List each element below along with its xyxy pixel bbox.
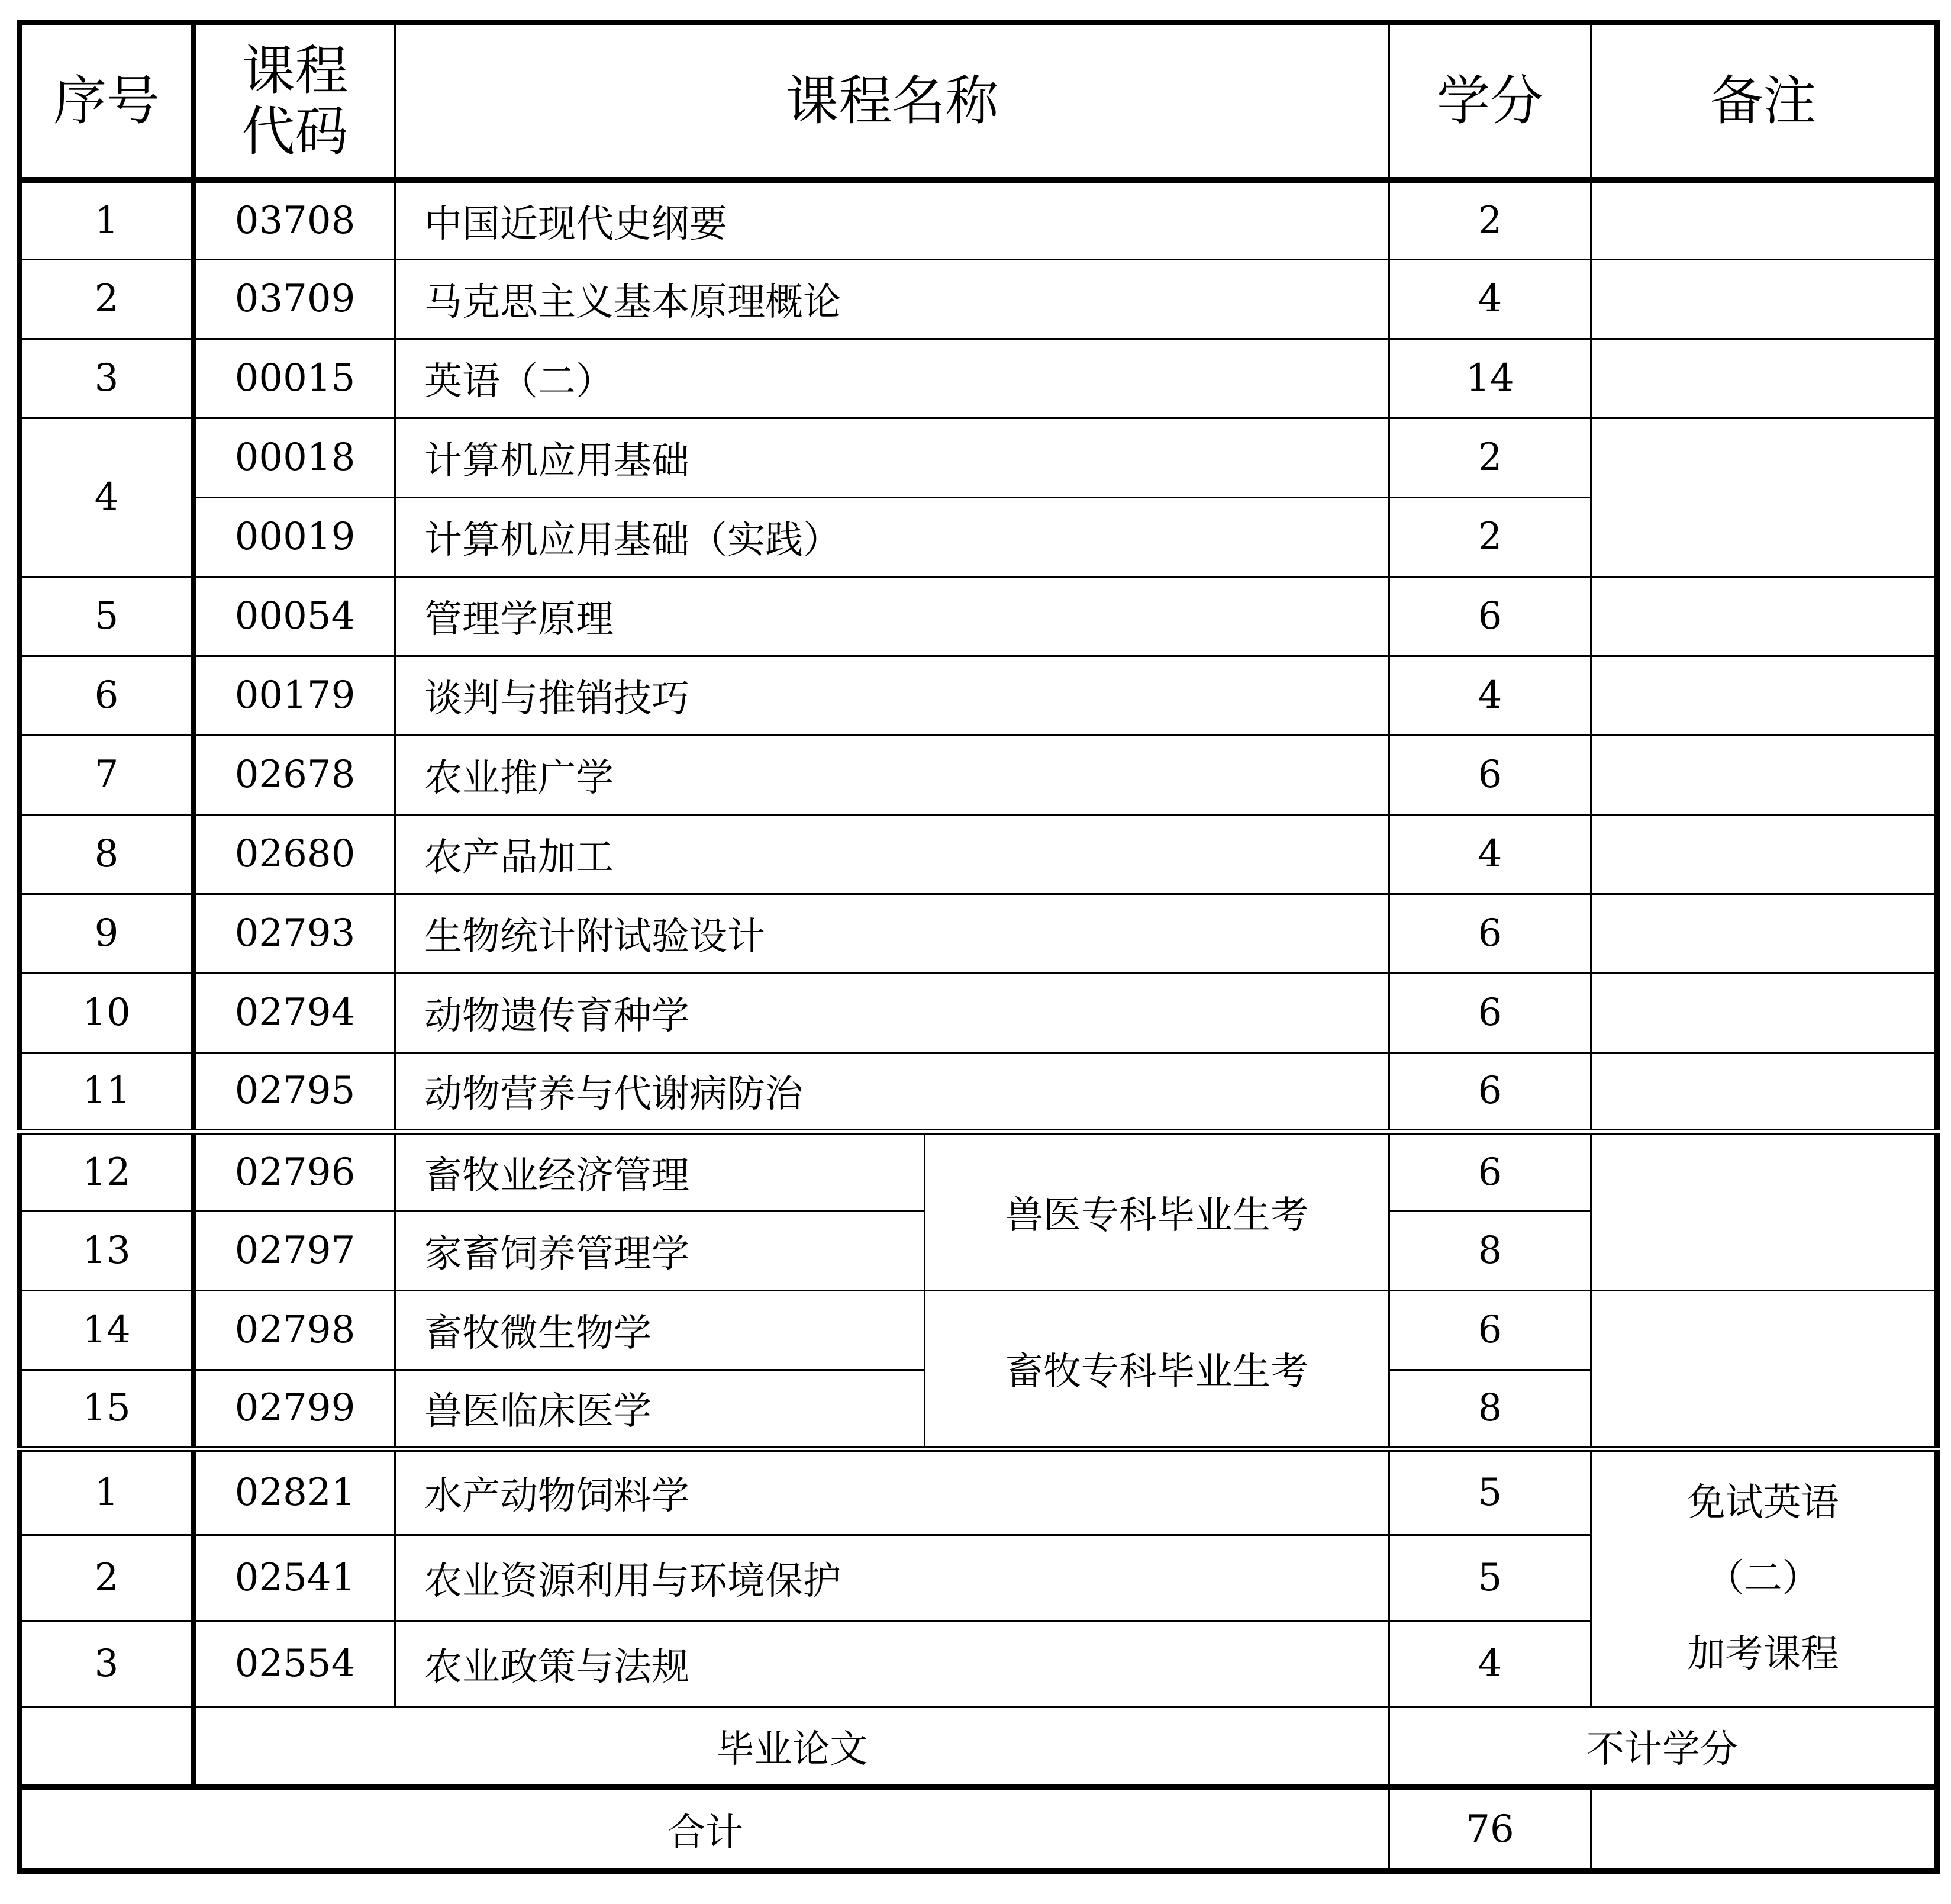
- cell-credit: 6: [1389, 576, 1591, 656]
- cell-note: [1591, 894, 1937, 973]
- table-row: [20, 259, 1937, 339]
- total-credit: 76: [1389, 1787, 1591, 1871]
- cell-credit: 6: [1389, 894, 1591, 973]
- thesis-row: [20, 1706, 1937, 1787]
- cell-credit: 8: [1389, 1211, 1591, 1290]
- table-row: [20, 814, 1937, 894]
- cell-note: [1591, 735, 1937, 814]
- cell-credit: 6: [1389, 735, 1591, 814]
- cell-name: 谈判与推销技巧: [395, 656, 1389, 735]
- table-row: [20, 973, 1937, 1052]
- cell-credit: 2: [1389, 180, 1591, 259]
- cell-note: [1591, 1132, 1937, 1290]
- cell-code: 03708: [194, 180, 395, 259]
- cell-name: 计算机应用基础（实践）: [395, 497, 1389, 576]
- cell-code: 02541: [194, 1535, 395, 1621]
- cell-name: 水产动物饲料学: [395, 1449, 1389, 1535]
- table-row: [20, 1132, 1937, 1211]
- cell-credit: 6: [1389, 1132, 1591, 1211]
- cell-credit: 2: [1389, 418, 1591, 497]
- thesis-credit: 不计学分: [1389, 1706, 1937, 1787]
- cell-note: [1591, 259, 1937, 339]
- header-note: 备注: [1591, 23, 1937, 181]
- cell-note: [1591, 1290, 1937, 1449]
- table-row: [20, 418, 1937, 497]
- cell-code: 02793: [194, 894, 395, 973]
- table-row: [20, 735, 1937, 814]
- header-credit: 学分: [1389, 23, 1591, 181]
- cell-note: [1591, 814, 1937, 894]
- cell-note: [1591, 973, 1937, 1052]
- cell-credit: 8: [1389, 1370, 1591, 1449]
- cell-name: 管理学原理: [395, 576, 1389, 656]
- cell-seq: 5: [20, 576, 194, 656]
- cell-name: 畜牧业经济管理: [395, 1132, 925, 1211]
- cell-name: 生物统计附试验设计: [395, 894, 1389, 973]
- cell-name: 动物营养与代谢病防治: [395, 1052, 1389, 1132]
- cell-name: 英语（二）: [395, 339, 1389, 418]
- cell-code: 00018: [194, 418, 395, 497]
- cell-name: 家畜饲养管理学: [395, 1211, 925, 1290]
- table-row: [20, 576, 1937, 656]
- extra-note: [1591, 1449, 1937, 1706]
- cell-seq: 2: [20, 259, 194, 339]
- cell-code: 02799: [194, 1370, 395, 1449]
- course-plan-table: [17, 20, 1940, 1874]
- cell-name: 农产品加工: [395, 814, 1389, 894]
- cell-name: 畜牧微生物学: [395, 1290, 925, 1370]
- cell-credit: 4: [1389, 814, 1591, 894]
- cell-name: 马克思主义基本原理概论: [395, 259, 1389, 339]
- cell-credit: 6: [1389, 973, 1591, 1052]
- table-row: [20, 1449, 1937, 1535]
- total-label: 合计: [20, 1787, 1389, 1871]
- thesis-label: 毕业论文: [194, 1706, 1389, 1787]
- cell-seq: 3: [20, 1621, 194, 1706]
- cell-seq: 6: [20, 656, 194, 735]
- elective-group-label: 畜牧专科毕业生考: [925, 1290, 1389, 1449]
- cell-code: 02797: [194, 1211, 395, 1290]
- cell-code: 00054: [194, 576, 395, 656]
- header-code-line1: 课程: [241, 39, 349, 102]
- cell-name: 农业资源利用与环境保护: [395, 1535, 1389, 1621]
- extra-note-line3: 加考课程: [1687, 1632, 1839, 1677]
- cell-seq: 14: [20, 1290, 194, 1370]
- extra-note-line1: 免试英语: [1687, 1481, 1839, 1525]
- table-row: [20, 1052, 1937, 1132]
- cell-code: 02680: [194, 814, 395, 894]
- cell-credit: 4: [1389, 1621, 1591, 1706]
- cell-code: 03709: [194, 259, 395, 339]
- cell-seq: 1: [20, 1449, 194, 1535]
- cell-code: 02821: [194, 1449, 395, 1535]
- cell-code: 02554: [194, 1621, 395, 1706]
- cell-name: 计算机应用基础: [395, 418, 1389, 497]
- cell-name: 动物遗传育种学: [395, 973, 1389, 1052]
- cell-seq: 9: [20, 894, 194, 973]
- cell-seq: 7: [20, 735, 194, 814]
- cell-code: 00179: [194, 656, 395, 735]
- cell-code: 02798: [194, 1290, 395, 1370]
- cell-name: 中国近现代史纲要: [395, 180, 1389, 259]
- cell-seq: 4: [20, 418, 194, 576]
- cell-seq: 2: [20, 1535, 194, 1621]
- cell-note: [1591, 1052, 1937, 1132]
- extra-note-line2: （二）: [1706, 1557, 1820, 1601]
- cell-code: 02794: [194, 973, 395, 1052]
- header-name: 课程名称: [395, 23, 1389, 181]
- cell-note: [1591, 656, 1937, 735]
- cell-seq: [20, 1706, 194, 1787]
- table-header-row: [20, 23, 1937, 181]
- cell-note: [1591, 339, 1937, 418]
- cell-seq: 3: [20, 339, 194, 418]
- cell-seq: 8: [20, 814, 194, 894]
- cell-credit: 4: [1389, 656, 1591, 735]
- header-seq: 序号: [20, 23, 194, 181]
- cell-credit: 6: [1389, 1052, 1591, 1132]
- cell-note: [1591, 418, 1937, 576]
- table-row: [20, 656, 1937, 735]
- cell-name: 农业推广学: [395, 735, 1389, 814]
- cell-seq: 15: [20, 1370, 194, 1449]
- cell-credit: 5: [1389, 1535, 1591, 1621]
- cell-code: 02678: [194, 735, 395, 814]
- cell-code: 00019: [194, 497, 395, 576]
- cell-name: 兽医临床医学: [395, 1370, 925, 1449]
- cell-seq: 12: [20, 1132, 194, 1211]
- cell-seq: 10: [20, 973, 194, 1052]
- cell-code: 02796: [194, 1132, 395, 1211]
- elective-group-label: 兽医专科毕业生考: [925, 1132, 1389, 1290]
- table-row: [20, 894, 1937, 973]
- cell-seq: 11: [20, 1052, 194, 1132]
- table-row: [20, 1290, 1937, 1370]
- cell-code: 00015: [194, 339, 395, 418]
- cell-code: 02795: [194, 1052, 395, 1132]
- cell-note: [1591, 576, 1937, 656]
- header-code-line2: 代码: [241, 101, 349, 163]
- cell-seq: 13: [20, 1211, 194, 1290]
- cell-credit: 2: [1389, 497, 1591, 576]
- cell-credit: 5: [1389, 1449, 1591, 1535]
- cell-credit: 14: [1389, 339, 1591, 418]
- cell-seq: 1: [20, 180, 194, 259]
- header-code: [194, 23, 395, 181]
- total-note: [1591, 1787, 1937, 1871]
- table-row: [20, 339, 1937, 418]
- cell-credit: 6: [1389, 1290, 1591, 1370]
- total-row: [20, 1787, 1937, 1871]
- cell-note: [1591, 180, 1937, 259]
- table-row: [20, 180, 1937, 259]
- cell-name: 农业政策与法规: [395, 1621, 1389, 1706]
- cell-credit: 4: [1389, 259, 1591, 339]
